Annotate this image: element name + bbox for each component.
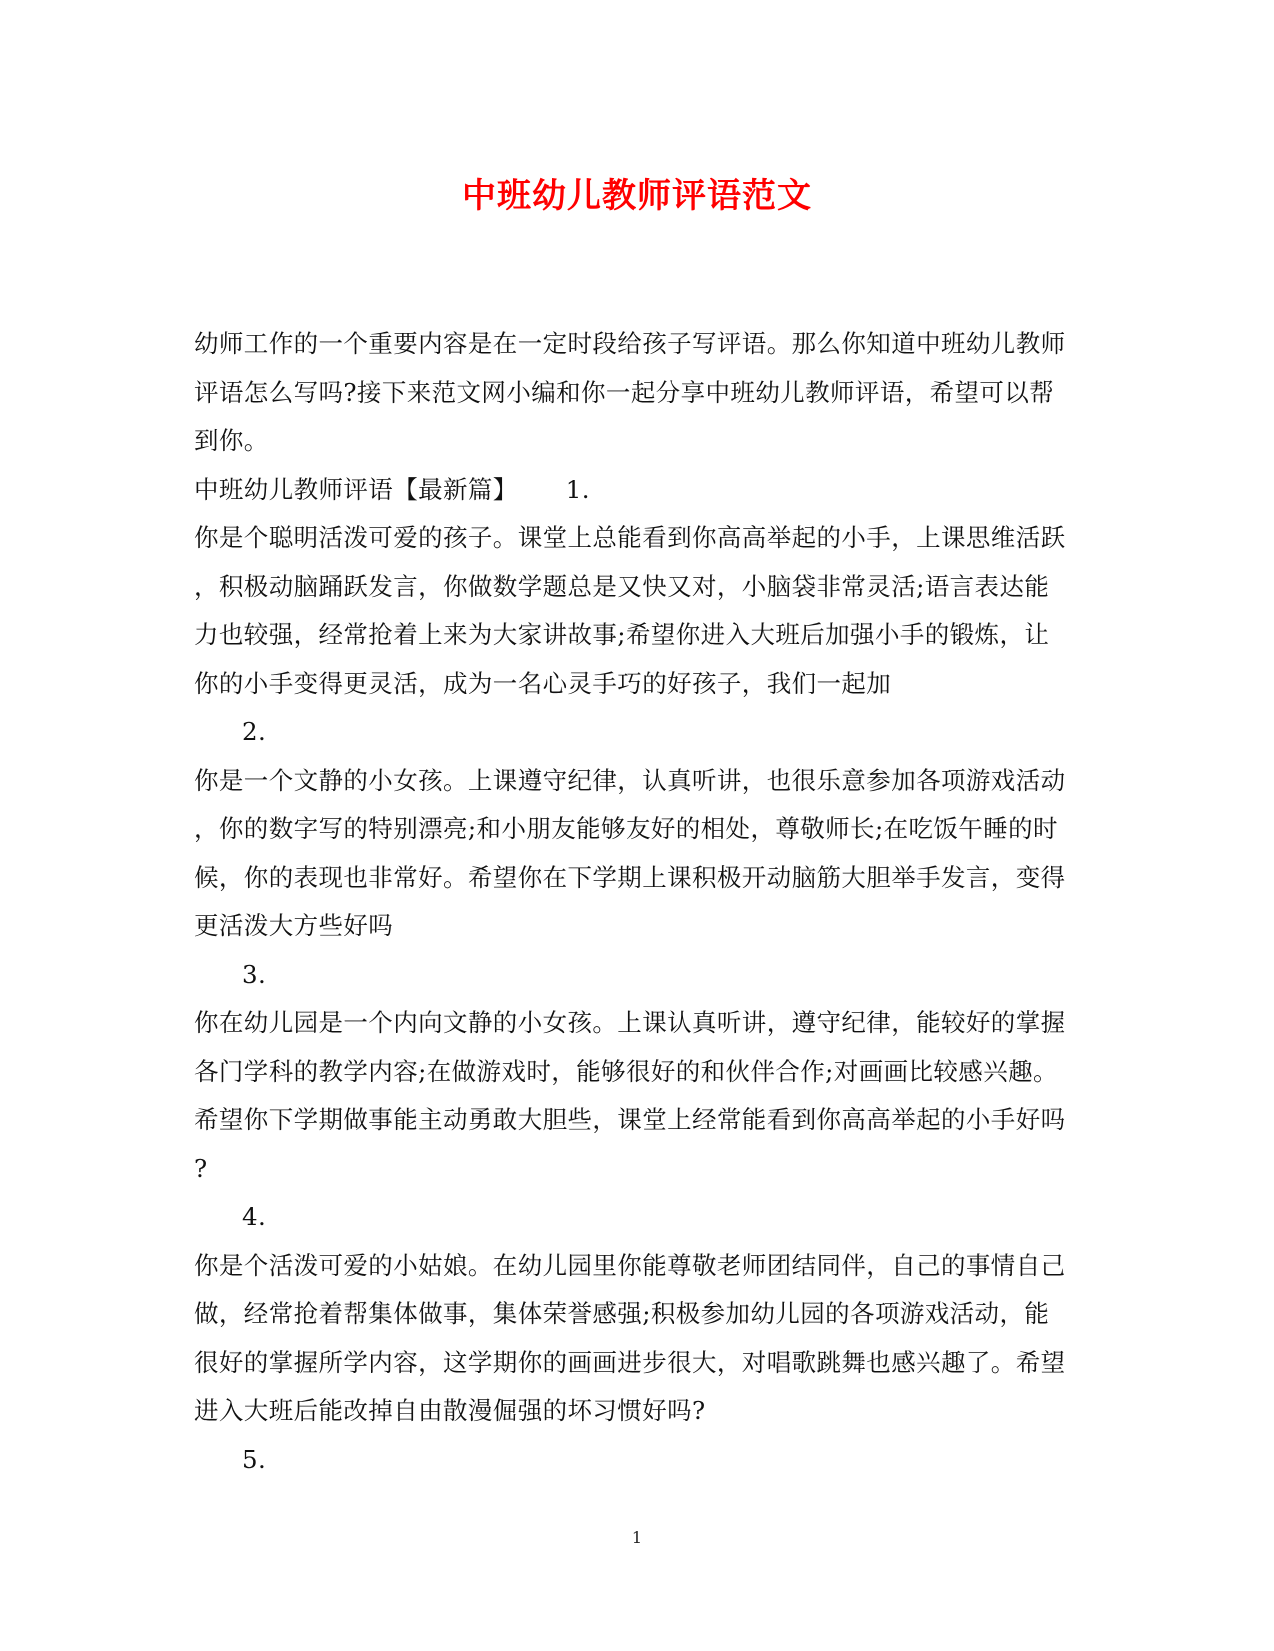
text-line bbox=[194, 1290, 1072, 1339]
document-body bbox=[194, 320, 1072, 1484]
item-number: 3. bbox=[242, 959, 267, 989]
text-line bbox=[194, 369, 1072, 418]
line-text: ，积极动脑踊跃发言，你做数学题总是又快又对，小脑袋非常灵活;语言表达能 bbox=[194, 571, 1050, 601]
text-line bbox=[194, 708, 1072, 757]
line-text: 你在幼儿园是一个内向文静的小女孩。上课认真听讲，遵守纪律，能较好的掌握 bbox=[194, 1008, 1066, 1037]
item-number: 5. bbox=[242, 1444, 267, 1474]
text-line bbox=[194, 1096, 1072, 1145]
document-title: 中班幼儿教师评语范文 bbox=[462, 176, 812, 216]
line-text: 更活泼大方些好吗 bbox=[194, 911, 394, 940]
text-line bbox=[194, 757, 1072, 806]
line-text: 很好的掌握所学内容，这学期你的画画进步很大，对唱歌跳舞也感兴趣了。希望 bbox=[194, 1347, 1066, 1377]
text-line bbox=[194, 611, 1072, 660]
text-line bbox=[194, 902, 1072, 951]
line-text: 候，你的表现也非常好。希望你在下学期上课积极开动脑筋大胆举手发言，变得 bbox=[194, 862, 1066, 892]
text-line bbox=[194, 1242, 1072, 1291]
text-line bbox=[194, 320, 1072, 369]
line-text: 你是个聪明活泼可爱的孩子。课堂上总能看到你高高举起的小手，上课思维活跃 bbox=[194, 523, 1066, 552]
line-text: 到你。 bbox=[194, 426, 269, 455]
text-line bbox=[194, 1145, 1072, 1194]
line-text: 你是一个文静的小女孩。上课遵守纪律，认真听讲，也很乐意参加各项游戏活动 bbox=[194, 765, 1066, 795]
text-line bbox=[194, 1193, 1072, 1242]
line-text: 你的小手变得更灵活，成为一名心灵手巧的好孩子，我们一起加 bbox=[194, 668, 892, 698]
text-line bbox=[194, 563, 1072, 612]
text-line bbox=[194, 1048, 1072, 1097]
text-line bbox=[194, 951, 1072, 1000]
text-line bbox=[194, 1436, 1072, 1485]
item-number: 4. bbox=[242, 1202, 267, 1231]
text-line bbox=[194, 1339, 1072, 1388]
text-line bbox=[194, 514, 1072, 563]
line-text: 中班幼儿教师评语【最新篇】 bbox=[194, 474, 518, 504]
line-text: 幼师工作的一个重要内容是在一定时段给孩子写评语。那么你知道中班幼儿教师 bbox=[194, 329, 1066, 358]
item-number: 2. bbox=[242, 717, 267, 746]
text-line bbox=[194, 999, 1072, 1048]
line-text: 希望你下学期做事能主动勇敢大胆些，课堂上经常能看到你高高举起的小手好吗 bbox=[194, 1105, 1066, 1134]
line-text: 各门学科的教学内容;在做游戏时，能够很好的和伙伴合作;对画画比较感兴趣。 bbox=[194, 1056, 1058, 1086]
item-number: 1. bbox=[565, 474, 590, 504]
line-text: 你是个活泼可爱的小姑娘。在幼儿园里你能尊敬老师团结同伴，自己的事情自己 bbox=[194, 1250, 1066, 1280]
text-line bbox=[194, 1387, 1072, 1436]
line-text: ? bbox=[194, 1153, 208, 1183]
text-line bbox=[194, 854, 1072, 903]
line-text: 评语怎么写吗?接下来范文网小编和你一起分享中班幼儿教师评语，希望可以帮 bbox=[194, 377, 1055, 407]
line-text: 做，经常抢着帮集体做事，集体荣誉感强;积极参加幼儿园的各项游戏活动，能 bbox=[194, 1299, 1050, 1328]
line-text: 进入大班后能改掉自由散漫倔强的坏习惯好吗? bbox=[194, 1396, 706, 1425]
page-number: 1 bbox=[631, 1528, 643, 1547]
text-line bbox=[194, 466, 1072, 515]
line-text: ，你的数字写的特别漂亮;和小朋友能够友好的相处，尊敬师长;在吃饭午睡的时 bbox=[194, 814, 1058, 843]
text-line bbox=[194, 660, 1072, 709]
text-line bbox=[194, 417, 1072, 466]
line-text: 力也较强，经常抢着上来为大家讲故事;希望你进入大班后加强小手的锻炼，让 bbox=[194, 620, 1050, 649]
text-line bbox=[194, 805, 1072, 854]
